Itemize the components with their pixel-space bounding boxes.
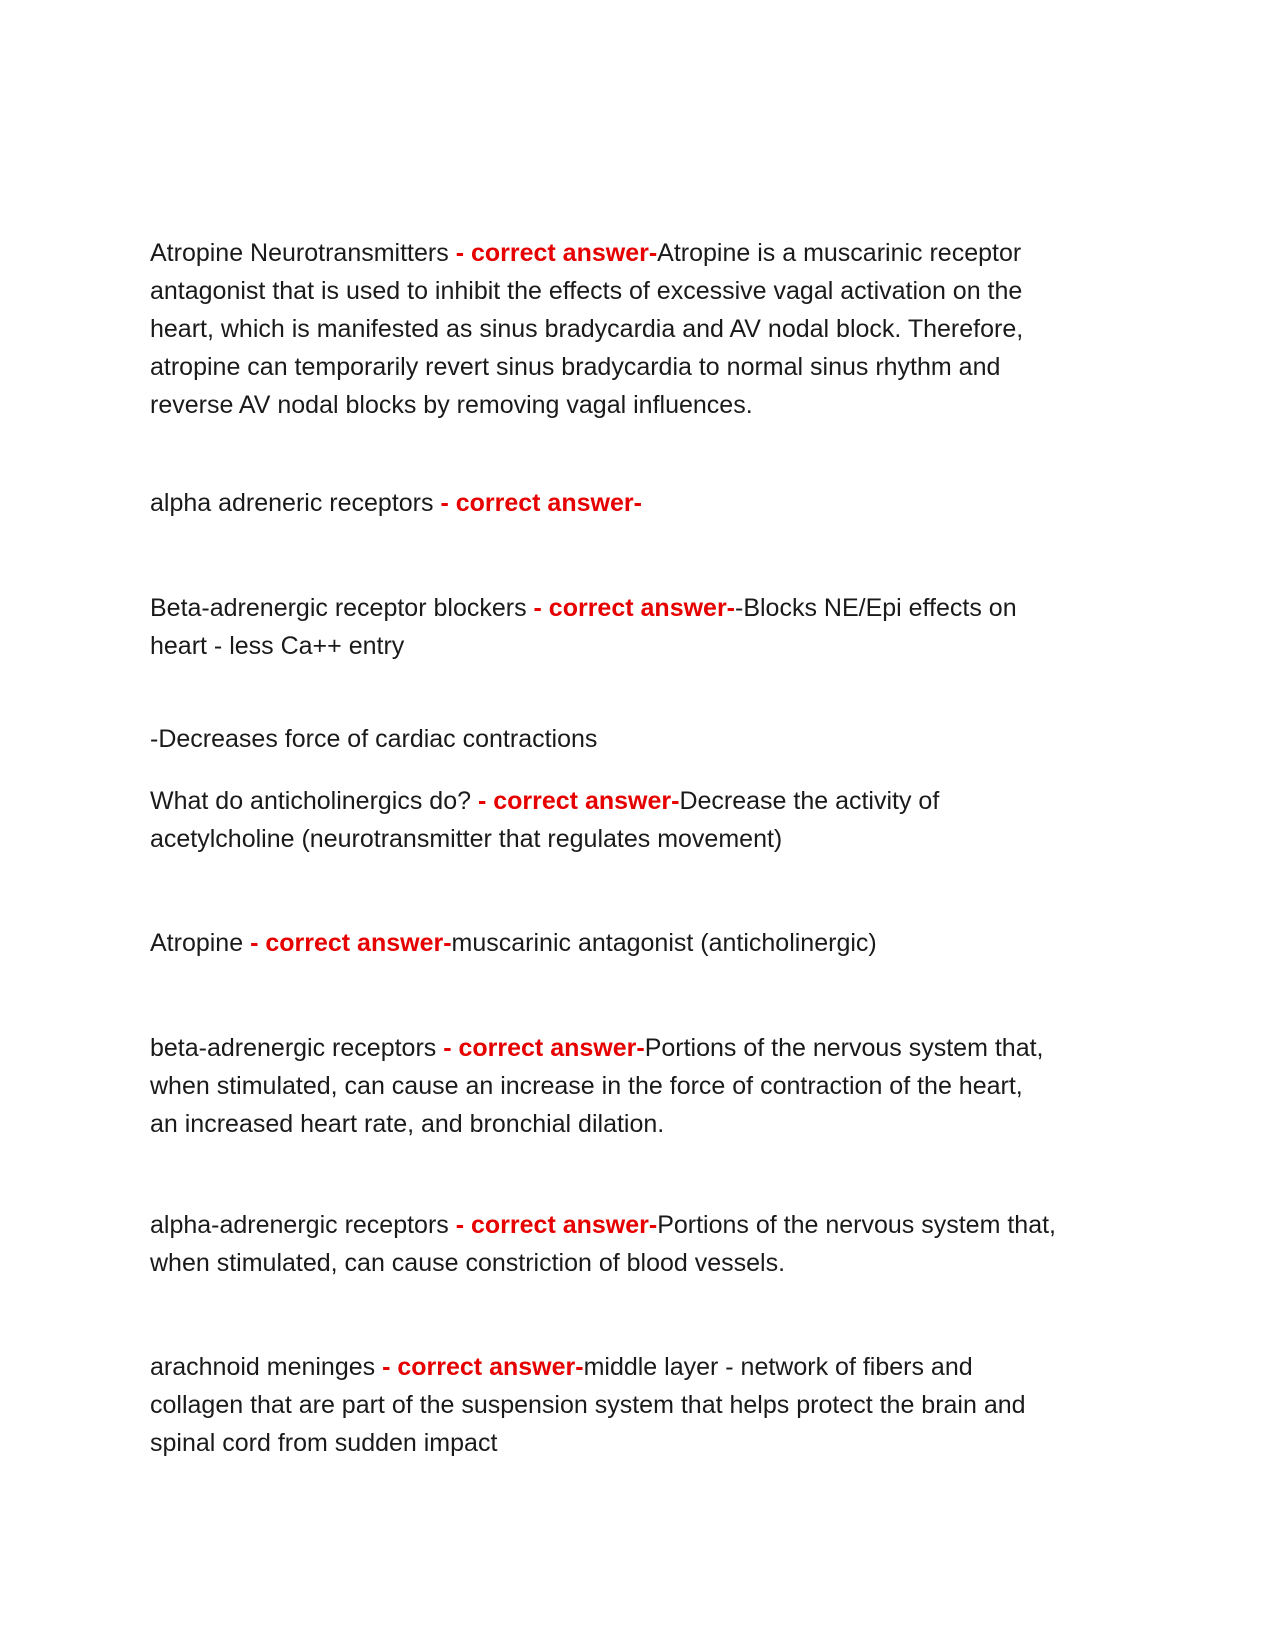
card-answer: Portions of the nervous system that, when stimulated, can cause constriction of blood vessels. bbox=[150, 1211, 1057, 1277]
card-answer: Atropine is a muscarinic receptor antagonist that is used to inhibit the effects of excessive vagal activation on the heart, which is manifested as sinus bradycardia and AV nodal block. Therefore, atropine can temporarily revert sinus bradycardia to normal sinus rhythm and reverse AV nodal blocks by removing vagal influences. bbox=[150, 239, 1024, 419]
correct-answer-separator: - correct answer- bbox=[382, 1353, 584, 1381]
correct-answer-separator: - correct answer- bbox=[250, 929, 452, 957]
card-term: What do anticholinergics do? bbox=[150, 787, 478, 815]
correct-answer-separator: - correct answer- bbox=[455, 1211, 658, 1239]
card-text bbox=[150, 1348, 1110, 1462]
card-term: arachnoid meninges bbox=[150, 1353, 383, 1381]
correct-answer-separator: - correct answer- bbox=[477, 787, 680, 815]
card-text bbox=[150, 782, 1110, 858]
flashcard-beta-adrenergic-receptors bbox=[150, 991, 1110, 1181]
card-term: Beta-adrenergic receptor blockers bbox=[150, 594, 534, 622]
correct-answer-separator: - correct answer- bbox=[440, 489, 642, 517]
card-text bbox=[150, 589, 1110, 665]
card-text bbox=[150, 1206, 1110, 1282]
card-answer: Portions of the nervous system that, when stimulated, can cause an increase in the force of contraction of the heart, an increased heart rate, and bronchial dilation. bbox=[150, 1034, 1044, 1138]
flashcard-atropine-neurotransmitters bbox=[150, 196, 1110, 462]
card-term: Atropine Neurotransmitters bbox=[150, 239, 456, 267]
card-answer: Decrease the activity of acetylcholine (neurotransmitter that regulates movement) bbox=[150, 787, 940, 853]
flashcard-anticholinergics bbox=[150, 744, 1110, 896]
card-text bbox=[150, 484, 1110, 522]
card-extra-line: -Decreases force of cardiac contractions bbox=[150, 725, 598, 753]
card-text bbox=[150, 234, 1110, 424]
card-answer: middle layer - network of fibers and collagen that are part of the suspension system that helps protect the brain and spinal cord from sudden impact bbox=[150, 1353, 1026, 1457]
card-answer: -Blocks NE/Epi effects on heart - less Ca++ entry bbox=[150, 594, 1017, 660]
card-term: beta-adrenergic receptors bbox=[150, 1034, 444, 1062]
card-text bbox=[150, 1029, 1110, 1143]
flashcard-alpha-adreneric-receptors bbox=[150, 446, 1110, 560]
flashcard-alpha-adrenergic-receptors bbox=[150, 1168, 1110, 1320]
correct-answer-separator: - correct answer- bbox=[455, 239, 658, 267]
card-term: alpha adreneric receptors bbox=[150, 489, 441, 517]
flashcard-arachnoid-meninges bbox=[150, 1310, 1110, 1500]
card-term: alpha-adrenergic receptors bbox=[150, 1211, 456, 1239]
flashcard-atropine bbox=[150, 886, 1110, 1000]
card-text bbox=[150, 924, 1110, 962]
correct-answer-separator: - correct answer- bbox=[533, 594, 735, 622]
card-answer: muscarinic antagonist (anticholinergic) bbox=[451, 929, 877, 957]
card-term: Atropine bbox=[150, 929, 251, 957]
correct-answer-separator: - correct answer- bbox=[443, 1034, 645, 1062]
